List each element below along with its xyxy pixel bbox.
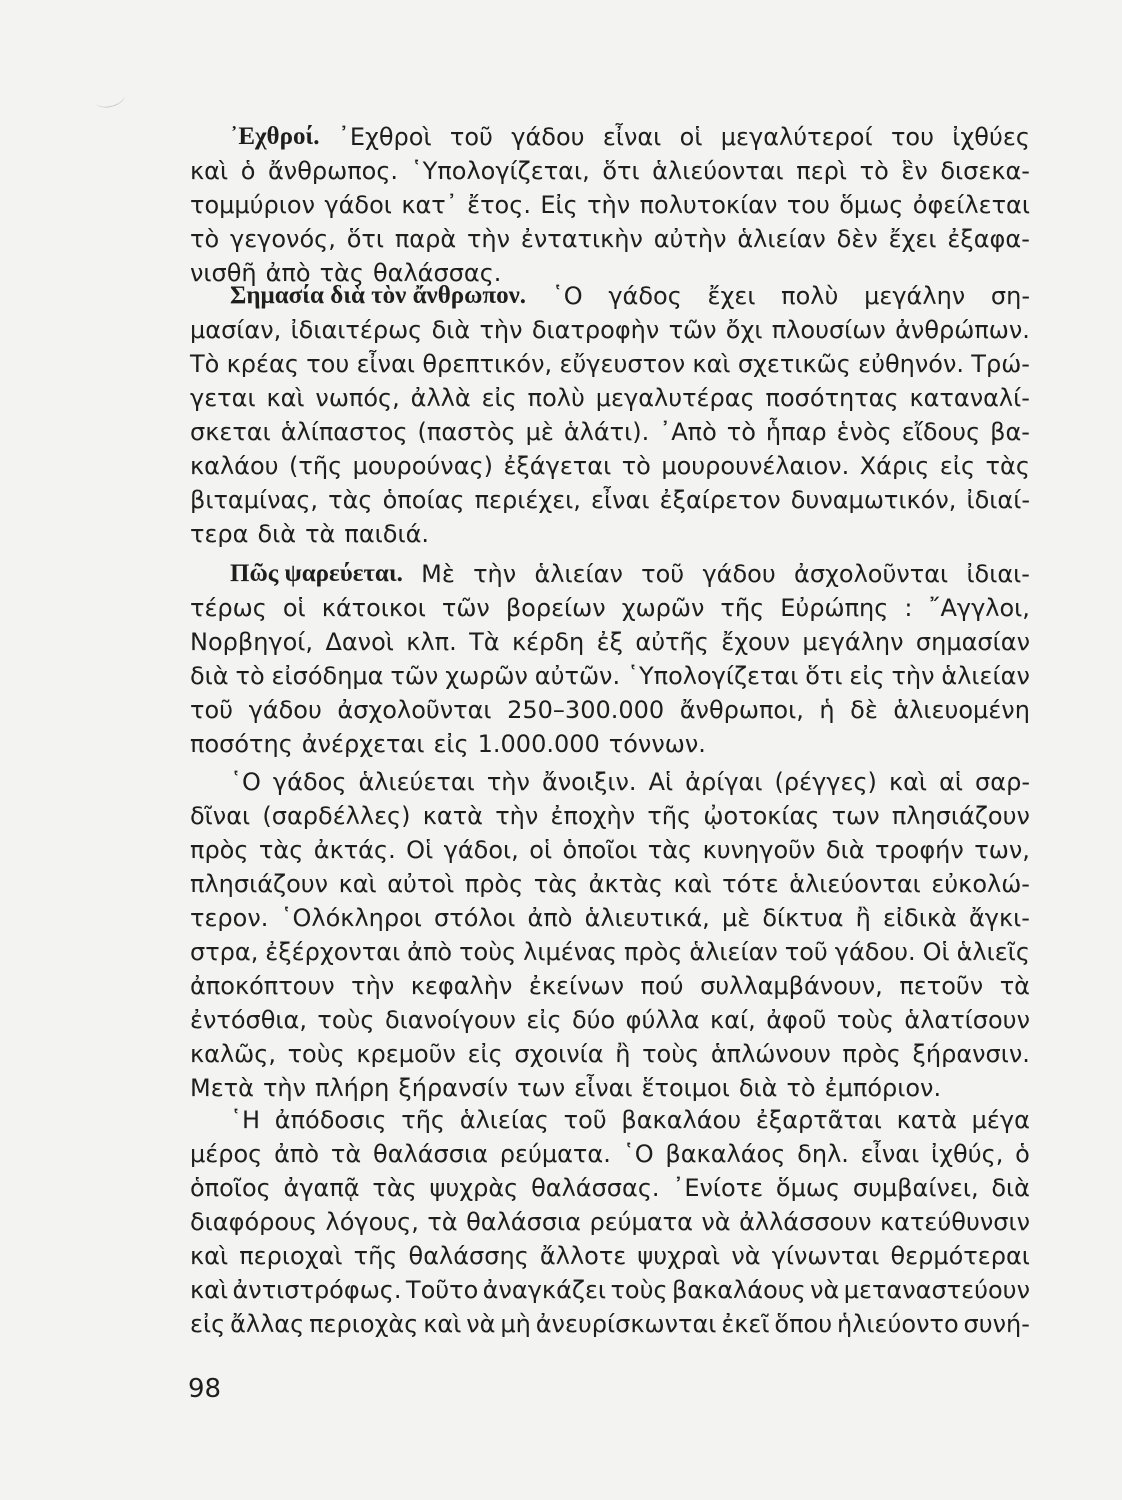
text-line: μασίαν, ἰδιαιτέρως διὰ τὴν διατροφὴν τῶν ὄχι πλουσίων ἀνθρώπων. — [190, 316, 1030, 344]
text-line: βιταμίνας, τὰς ὁποίας περιέχει, εἶναι ἐξαίρετον δυναμωτικόν, ἰδιαί- — [190, 486, 1030, 514]
paragraph — [190, 120, 1030, 290]
text-line: σκεται ἁλίπαστος (παστὸς μὲ ἁλάτι). ᾿Απὸ τὸ ἧπαρ ἑνὸς εἴδους βα- — [190, 418, 1030, 446]
text-line: καὶ ὁ ἄνθρωπος. ῾Υπολογίζεται, ὅτι ἁλιεύονται περὶ τὸ ἓν δισεκα- — [190, 157, 1030, 185]
text-line: πρὸς τὰς ἀκτάς. Οἱ γάδοι, οἱ ὁποῖοι τὰς κυνηγοῦν διὰ τροφήν των, — [190, 836, 1030, 864]
text-line: Σημασία διὰ τὸν ἄνθρωπον. ῾Ο γάδος ἔχει πολὺ μεγάλην ση- — [190, 279, 1030, 313]
text-line: δῖναι (σαρδέλλες) κατὰ τὴν ἐποχὴν τῆς ᾠοτοκίας των πλησιάζουν — [190, 802, 1030, 830]
text-line: πλησιάζουν καὶ αὐτοὶ πρὸς τὰς ἀκτὰς καὶ τότε ἁλιεύονται εὐκολώ- — [190, 870, 1030, 898]
text-line: τὸ γεγονός, ὅτι παρὰ τὴν ἐντατικὴν αὐτὴν ἁλιείαν δὲν ἔχει ἐξαφα- — [190, 225, 1030, 253]
text-line: στρα, ἐξέρχονται ἀπὸ τοὺς λιμένας πρὸς ἁλιείαν τοῦ γάδου. Οἱ ἁλιεῖς — [190, 938, 1030, 966]
text-line: ᾿Εχθροί. ᾿Εχθροὶ τοῦ γάδου εἶναι οἱ μεγαλύτεροί του ἰχθύες — [190, 120, 1030, 154]
text-line: Τὸ κρέας του εἶναι θρεπτικόν, εὔγευστον καὶ σχετικῶς εὐθηνόν. Τρώ- — [190, 350, 1030, 378]
section-heading: Πῶς ψαρεύεται. — [230, 560, 403, 587]
text-line: καλῶς, τοὺς κρεμοῦν εἰς σχοινία ἢ τοὺς ἁπλώνουν πρὸς ξήρανσιν. — [190, 1040, 1030, 1068]
text-line: ἐντόσθια, τοὺς διανοίγουν εἰς δύο φύλλα καί, ἀφοῦ τοὺς ἁλατίσουν — [190, 1006, 1030, 1034]
paragraph — [190, 279, 1030, 551]
text-line: διαφόρους λόγους, τὰ θαλάσσια ρεύματα νὰ ἀλλάσσουν κατεύθυνσιν — [190, 1208, 1030, 1236]
text-line: ῾Ο γάδος ἁλιεύεται τὴν ἄνοιξιν. Αἱ ἀρίγαι (ρέγγες) καὶ αἱ σαρ- — [230, 768, 1030, 796]
text-line: γεται καὶ νωπός, ἀλλὰ εἰς πολὺ μεγαλυτέρας ποσότητας καταναλί- — [190, 384, 1030, 412]
text-line: τερα διὰ τὰ παιδιά. — [190, 520, 430, 548]
section-heading: ᾿Εχθροί. — [230, 123, 320, 150]
text-line: μέρος ἀπὸ τὰ θαλάσσια ρεύματα. ῾Ο βακαλάος δηλ. εἶναι ἰχθύς, ὁ — [190, 1140, 1030, 1168]
section-heading: Σημασία διὰ τὸν ἄνθρωπον. — [230, 282, 527, 309]
page-number: 98 — [188, 1374, 222, 1404]
text-line: ὁποῖος ἀγαπᾷ τὰς ψυχρὰς θαλάσσας. ᾿Ενίοτε ὅμως συμβαίνει, διὰ — [190, 1174, 1030, 1202]
paragraph — [190, 765, 1030, 1105]
text-line: καὶ ἀντιστρόφως. Τοῦτο ἀναγκάζει τοὺς βακαλάους νὰ μεταναστεύουν — [190, 1276, 1030, 1304]
text-line: Μετὰ τὴν πλήρη ξήρανσίν των εἶναι ἕτοιμοι διὰ τὸ ἐμπόριον. — [190, 1074, 942, 1102]
text-line: εἰς ἄλλας περιοχὰς καὶ νὰ μὴ ἀνευρίσκωνται ἐκεῖ ὅπου ἡλιεύοντο συνή- — [190, 1310, 1030, 1338]
text-line: καὶ περιοχαὶ τῆς θαλάσσης ἄλλοτε ψυχραὶ νὰ γίνωνται θερμότεραι — [190, 1242, 1030, 1270]
text-line: καλάου (τῆς μουρούνας) ἐξάγεται τὸ μουρουνέλαιον. Χάρις εἰς τὰς — [190, 452, 1030, 480]
text-line: διὰ τὸ εἰσόδημα τῶν χωρῶν αὐτῶν. ῾Υπολογίζεται ὅτι εἰς τὴν ἁλιείαν — [190, 662, 1030, 690]
text-line: τερον. ῾Ολόκληροι στόλοι ἀπὸ ἁλιευτικά, μὲ δίκτυα ἢ εἰδικὰ ἄγκι- — [190, 904, 1030, 932]
text-line: τομμύριον γάδοι κατ᾿ ἔτος. Εἰς τὴν πολυτοκίαν του ὅμως ὀφείλεται — [190, 191, 1030, 219]
paragraph — [190, 557, 1030, 761]
text-line: Πῶς ψαρεύεται. Μὲ τὴν ἁλιείαν τοῦ γάδου ἀσχολοῦνται ἰδιαι- — [190, 557, 1030, 591]
text-line: ἀποκόπτουν τὴν κεφαλὴν ἐκείνων πού συλλαμβάνουν, πετοῦν τὰ — [190, 972, 1030, 1000]
text-line: τέρως οἱ κάτοικοι τῶν βορείων χωρῶν τῆς Εὐρώπης : ῎Αγγλοι, — [190, 594, 1030, 622]
margin-scribble — [93, 86, 126, 110]
paragraph — [190, 1103, 1030, 1341]
text-line: ῾Η ἀπόδοσις τῆς ἁλιείας τοῦ βακαλάου ἐξαρτᾶται κατὰ μέγα — [230, 1106, 1030, 1134]
text-line: νισθῆ ἀπὸ τὰς θαλάσσας. — [190, 259, 502, 287]
text-line: Νορβηγοί, Δανοὶ κλπ. Τὰ κέρδη ἐξ αὐτῆς ἔχουν μεγάλην σημασίαν — [190, 628, 1030, 656]
text-line: τοῦ γάδου ἀσχολοῦνται 250–300.000 ἄνθρωποι, ἡ δὲ ἁλιευομένη — [190, 696, 1030, 724]
text-line: ποσότης ἀνέρχεται εἰς 1.000.000 τόννων. — [190, 730, 706, 758]
